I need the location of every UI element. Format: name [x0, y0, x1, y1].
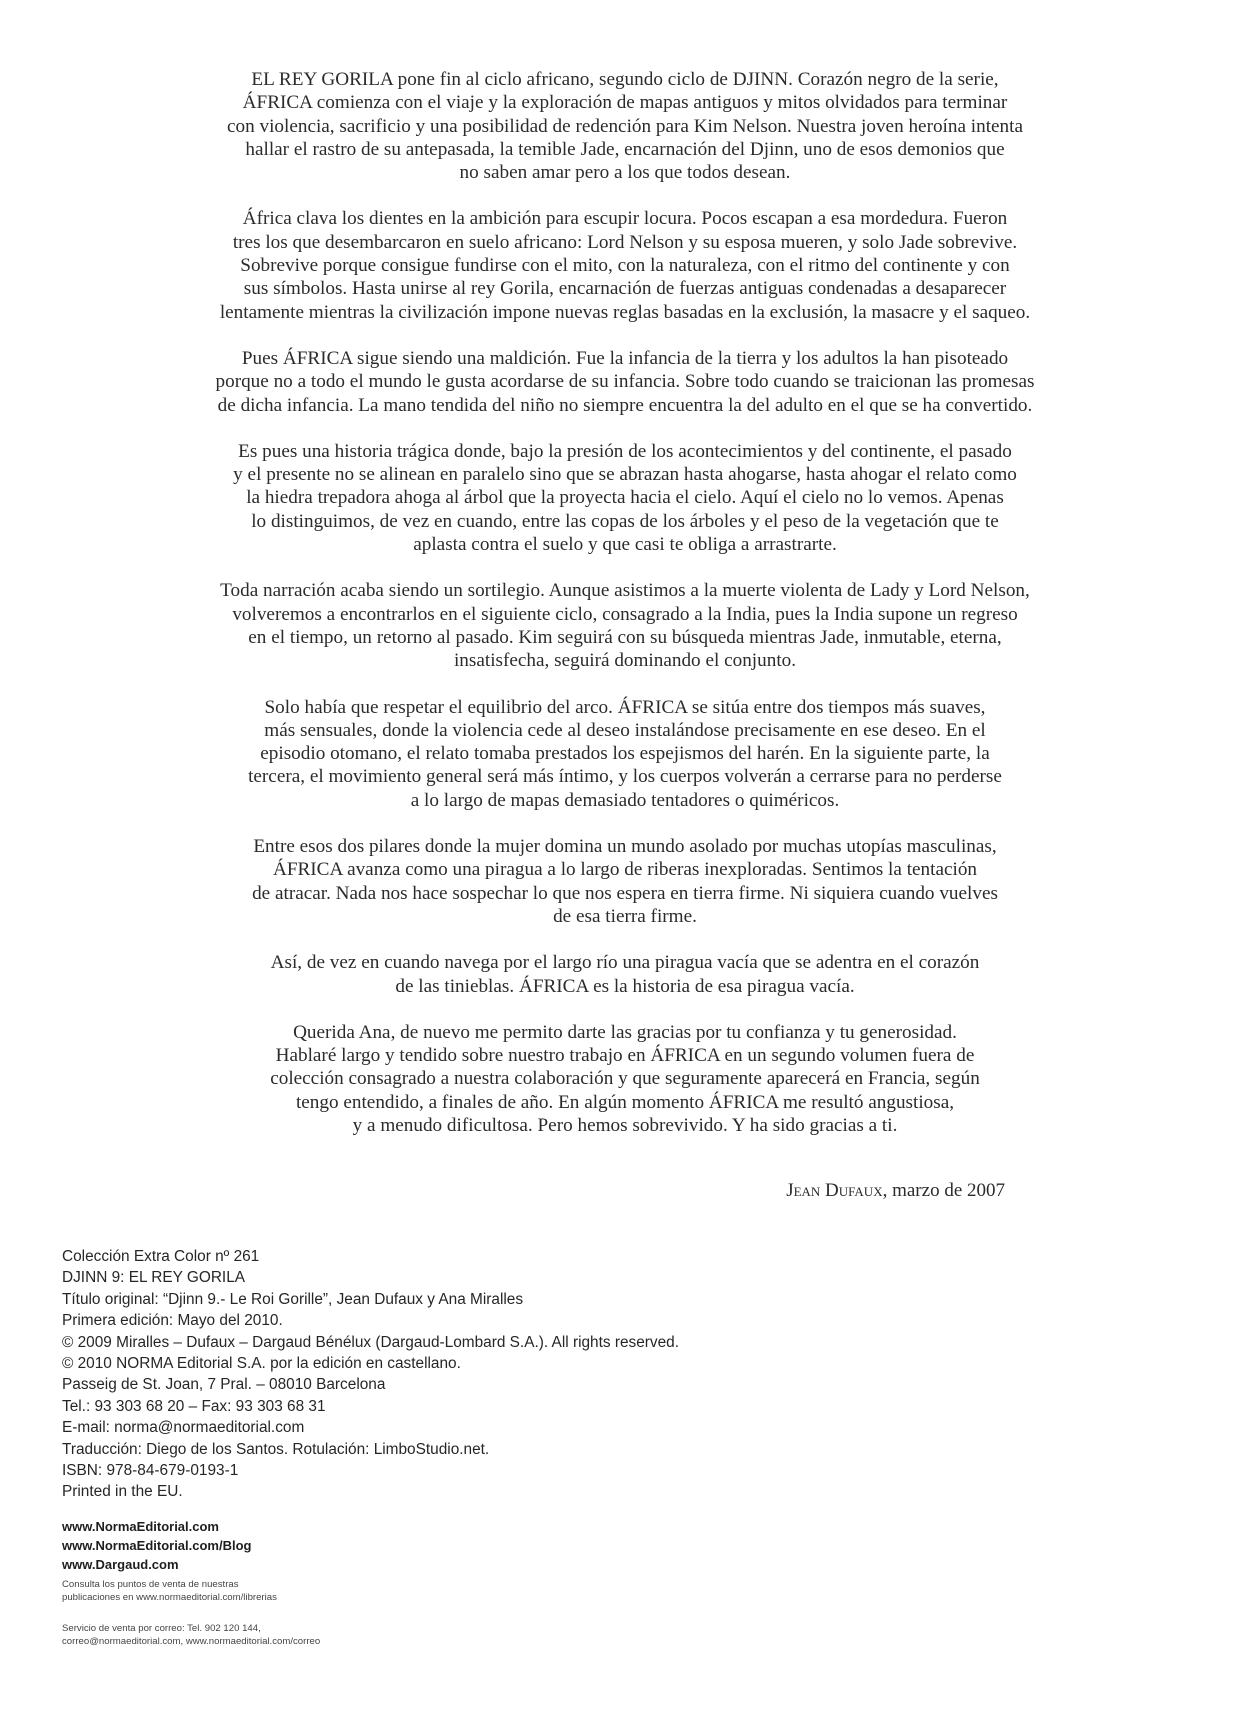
preface-paragraph-4: Es pues una historia trágica donde, bajo la presión de los acontecimientos y del continente, el pasado y el presente no se alinean en paralelo sino que se abrazan hasta ahogarse, hasta ahogar el relato como la hiedra trepadora ahoga al árbol que la proyecta hacia el cielo. Aquí el cielo no lo vemos. Apenas lo distinguimos, de vez en cuando, entre las copas de los árboles y el peso de la vegetación que te aplasta contra el suelo y que casi te obliga a arrastrarte.: [233, 440, 1017, 556]
colophon-address: Passeig de St. Joan, 7 Pral. – 08010 Barcelona: [62, 1376, 386, 1394]
preface-paragraph-8: Así, de vez en cuando navega por el largo río una piragua vacía que se adentra en el corazón de las tinieblas. ÁFRICA es la historia de esa piragua vacía.: [270, 952, 980, 997]
preface-paragraph-3: Pues ÁFRICA sigue siendo una maldición. Fue la infancia de la tierra y los adultos la han pisoteado porque no a todo el mundo le gusta acordarse de su infancia. Sobre todo cuando se traicionan las promesas de dicha infancia. La mano tendida del niño no siempre encuentra la del adulto en el que se ha convertido.: [215, 347, 1035, 416]
link-norma[interactable]: www.NormaEditorial.com: [62, 1519, 219, 1534]
colophon-edition: Primera edición: Mayo del 2010.: [62, 1312, 283, 1330]
mail-service-line-1: Servicio de venta por correo: Tel. 902 120 144,: [62, 1623, 261, 1634]
colophon-translation: Traducción: Diego de los Santos. Rotulación: LimboStudio.net.: [62, 1440, 490, 1458]
points-of-sale-line-1: Consulta los puntos de venta de nuestras: [62, 1579, 239, 1590]
colophon-printed: Printed in the EU.: [62, 1483, 183, 1501]
colophon-original-title: Título original: “Djinn 9.- Le Roi Gorille”, Jean Dufaux y Ana Miralles: [62, 1290, 524, 1308]
preface-paragraph-1: EL REY GORILA pone fin al ciclo africano, segundo ciclo de DJINN. Corazón negro de la serie, ÁFRICA comienza con el viaje y la exploración de mapas antiguos y mitos olvidados para terminar con violencia, sacrificio y una posibilidad de redención para Kim Nelson. Nuestra joven heroína intenta hallar el rastro de su antepasada, la temible Jade, encarnación del Djinn, uno de esos demonios que no saben amar pero a los que todos desean.: [226, 69, 1024, 184]
points-of-sale-line-2: publicaciones en www.normaeditorial.com/librerias: [62, 1592, 277, 1603]
preface-paragraph-2: África clava los dientes en la ambición para escupir locura. Pocos escapan a esa mordedura. Fueron tres los que desembarcaron en suelo africano: Lord Nelson y su esposa mueren, y solo Jade sobrevive. Sobrevive porque consigue fundirse con el mito, con la naturaleza, con el ritmo del continente y con sus símbolos. Hasta unirse al rey Gorila, encarnación de fuerzas antiguas condenadas a desaparecer lentamente mientras la civilización impone nuevas reglas basadas en la exclusión, la masacre y el saqueo.: [219, 208, 1031, 323]
colophon-phone: Tel.: 93 303 68 20 – Fax: 93 303 68 31: [62, 1397, 326, 1415]
mail-service-note: [62, 1622, 562, 1648]
preface-paragraph-6: Solo había que respetar el equilibrio del arco. ÁFRICA se sitúa entre dos tiempos más suaves, más sensuales, donde la violencia cede al deseo instalándose precisamente en ese deseo. En el episodio otomano, el relato tomaba prestados los espejismos del harén. En la siguiente parte, la tercera, el movimiento general será más íntimo, y los cuerpos volverán a cerrarse para no perderse a lo largo de mapas demasiado tentadores o quiméricos.: [248, 696, 1002, 811]
colophon-email: E-mail: norma@normaeditorial.com: [62, 1419, 305, 1437]
author-signature: [600, 1180, 1005, 1202]
author-name: Jean Dufaux: [786, 1180, 883, 1201]
signature-date: , marzo de 2007: [882, 1180, 1005, 1201]
link-dargaud[interactable]: www.Dargaud.com: [62, 1557, 179, 1572]
preface-paragraph-9: Querida Ana, de nuevo me permito darte las gracias por tu confianza y tu generosidad. Hablaré largo y tendido sobre nuestro trabajo en ÁFRICA en un segundo volumen fuera de colección consagrado a nuestra colaboración y que seguramente aparecerá en Francia, según tengo entendido, a finales de año. En algún momento ÁFRICA me resultó angustiosa, y a menudo dificultosa. Pero hemos sobrevivido. Y ha sido gracias a ti.: [270, 1021, 980, 1136]
mail-service-line-2: correo@normaeditorial.com, www.normaeditorial.com/correo: [62, 1636, 321, 1647]
colophon-isbn: ISBN: 978-84-679-0193-1: [62, 1462, 239, 1480]
website-links: [62, 1517, 462, 1574]
colophon: [62, 1246, 962, 1503]
points-of-sale-note: [62, 1578, 562, 1604]
colophon-copyright-original: © 2009 Miralles – Dufaux – Dargaud Bénélux (Dargaud-Lombard S.A.). All rights reserved.: [62, 1333, 680, 1351]
colophon-copyright-spanish: © 2010 NORMA Editorial S.A. por la edición en castellano.: [62, 1355, 461, 1373]
colophon-title: DJINN 9: EL REY GORILA: [62, 1269, 246, 1287]
preface-paragraph-7: Entre esos dos pilares donde la mujer domina un mundo asolado por muchas utopías masculinas, ÁFRICA avanza como una piragua a lo largo de riberas inexploradas. Sentimos la tentación de atracar. Nada nos hace sospechar lo que nos espera en tierra firme. Ni siquiera cuando vuelves de esa tierra firme.: [252, 836, 998, 927]
preface-text: [130, 68, 1120, 1160]
preface-paragraph-5: Toda narración acaba siendo un sortilegio. Aunque asistimos a la muerte violenta de Lady y Lord Nelson, volveremos a encontrarlos en el siguiente ciclo, consagrado a la India, pues la India supone un regreso en el tiempo, un retorno al pasado. Kim seguirá con su búsqueda mientras Jade, inmutable, eterna, insatisfecha, seguirá dominando el conjunto.: [220, 580, 1030, 672]
link-norma-blog[interactable]: www.NormaEditorial.com/Blog: [62, 1538, 252, 1553]
colophon-collection: Colección Extra Color nº 261: [62, 1248, 260, 1265]
